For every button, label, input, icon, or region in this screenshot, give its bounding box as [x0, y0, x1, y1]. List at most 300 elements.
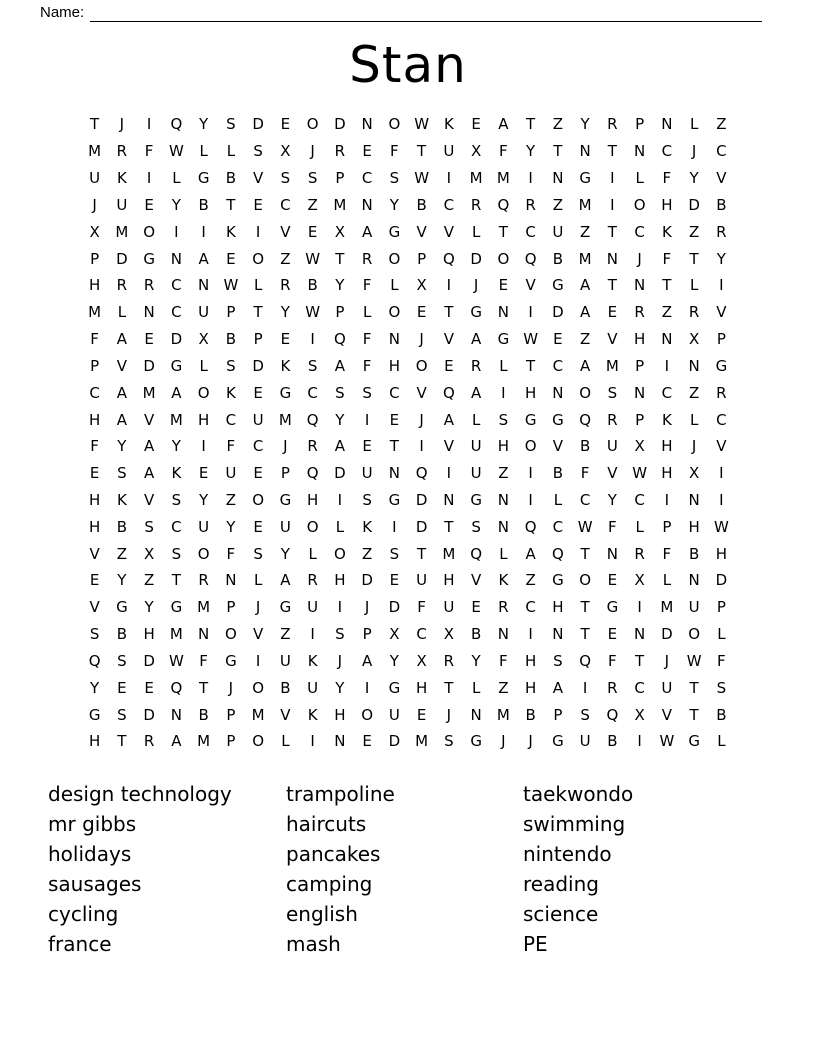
word-list-column-2: [286, 780, 395, 959]
grid-letter: E: [362, 142, 372, 161]
grid-letter: R: [607, 678, 618, 697]
grid-letter: I: [664, 491, 670, 509]
grid-letter: L: [717, 625, 726, 644]
grid-letter: C: [171, 303, 182, 322]
grid-letter: R: [198, 571, 209, 590]
grid-letter: T: [226, 195, 236, 214]
word-item: holidays: [48, 841, 132, 866]
grid-letter: K: [307, 705, 318, 724]
grid-letter: R: [688, 303, 700, 322]
grid-letter: S: [226, 115, 236, 134]
grid-letter: H: [688, 517, 700, 536]
grid-letter: O: [633, 195, 646, 214]
grid-letter: G: [279, 598, 292, 617]
grid-letter: C: [579, 491, 591, 509]
grid-letter: S: [716, 678, 727, 697]
grid-letter: V: [716, 437, 727, 456]
grid-letter: C: [416, 625, 427, 644]
grid-letter: E: [226, 249, 236, 268]
grid-letter: R: [634, 544, 645, 563]
word-item: science: [523, 901, 599, 926]
grid-letter: I: [419, 437, 424, 456]
grid-letter: A: [470, 383, 482, 402]
grid-letter: O: [579, 571, 592, 590]
grid-letter: I: [310, 625, 315, 644]
grid-letter: H: [661, 464, 673, 483]
word-item: taekwondo: [523, 782, 634, 806]
grid-letter: G: [497, 330, 510, 349]
grid-letter: K: [307, 651, 318, 670]
grid-letter: B: [116, 625, 128, 644]
grid-letter: G: [388, 678, 401, 697]
grid-letter: U: [416, 571, 428, 590]
grid-letter: G: [552, 276, 564, 295]
word-item: design technology: [48, 782, 232, 806]
grid-letter: V: [116, 356, 127, 375]
grid-letter: I: [201, 222, 206, 241]
grid-letter: N: [361, 115, 373, 134]
grid-letter: U: [579, 732, 591, 751]
grid-letter: E: [280, 115, 291, 134]
grid-letter: O: [224, 625, 237, 644]
grid-letter: F: [499, 142, 508, 161]
grid-letter: N: [198, 625, 210, 644]
grid-letter: H: [524, 678, 537, 697]
grid-letter: R: [307, 571, 318, 590]
grid-letter: H: [306, 491, 319, 509]
grid-letter: H: [88, 517, 101, 536]
grid-letter: C: [661, 383, 673, 402]
grid-letter: A: [171, 732, 182, 751]
grid-letter: F: [362, 276, 372, 295]
grid-letter: X: [688, 330, 700, 349]
grid-letter: Y: [716, 249, 726, 268]
grid-letter: N: [361, 195, 373, 214]
grid-letter: O: [415, 356, 428, 375]
grid-letter: T: [335, 249, 345, 268]
word-item: sausages: [48, 871, 142, 896]
grid-letter: V: [443, 330, 454, 349]
grid-letter: L: [362, 303, 372, 322]
grid-letter: B: [225, 169, 237, 188]
grid-letter: E: [144, 330, 154, 349]
grid-letter: X: [634, 437, 645, 456]
word-item: cycling: [48, 901, 119, 926]
grid-letter: S: [444, 732, 454, 751]
grid-letter: B: [225, 330, 237, 349]
grid-letter: S: [280, 169, 291, 188]
grid-letter: R: [116, 276, 128, 295]
grid-letter: I: [528, 464, 533, 483]
grid-letter: X: [416, 276, 427, 295]
grid-letter: S: [117, 705, 127, 724]
grid-letter: X: [443, 625, 455, 644]
grid-letter: K: [171, 464, 182, 483]
grid-letter: I: [664, 356, 670, 375]
grid-letter: R: [470, 195, 482, 214]
grid-letter: R: [498, 598, 509, 617]
grid-letter: F: [144, 142, 154, 161]
grid-letter: W: [577, 517, 593, 536]
grid-letter: D: [116, 249, 128, 268]
grid-letter: A: [470, 330, 482, 349]
grid-letter: W: [414, 115, 430, 134]
grid-letter: Q: [88, 651, 101, 670]
grid-letter: V: [252, 169, 264, 188]
grid-letter: W: [659, 732, 675, 751]
grid-letter: Z: [716, 115, 727, 134]
word-item: france: [48, 931, 112, 956]
grid-letter: S: [553, 651, 563, 670]
grid-letter: J: [310, 142, 315, 161]
grid-letter: M: [333, 195, 347, 214]
grid-letter: O: [388, 249, 401, 268]
grid-letter: R: [634, 303, 645, 322]
grid-letter: T: [444, 678, 454, 697]
grid-letter: L: [390, 276, 399, 295]
grid-letter: I: [255, 651, 261, 670]
grid-letter: I: [446, 169, 452, 188]
grid-letter: E: [253, 195, 263, 214]
grid-letter: V: [143, 491, 155, 509]
grid-letter: G: [579, 169, 591, 188]
grid-letter: N: [497, 491, 509, 509]
grid-letter: E: [471, 115, 481, 134]
grid-letter: I: [146, 115, 152, 134]
grid-letter: O: [252, 678, 265, 697]
word-item: nintendo: [523, 841, 612, 866]
grid-letter: K: [225, 383, 236, 402]
grid-letter: N: [143, 303, 155, 322]
grid-letter: R: [334, 142, 346, 161]
grid-letter: F: [662, 544, 672, 563]
grid-letter: P: [90, 356, 100, 375]
grid-letter: Z: [579, 330, 591, 349]
name-fill-line: [90, 4, 762, 22]
grid-letter: C: [389, 383, 400, 402]
grid-letter: C: [89, 383, 100, 402]
grid-letter: Y: [144, 598, 154, 617]
grid-letter: G: [143, 249, 155, 268]
grid-letter: T: [635, 651, 645, 670]
grid-letter: S: [253, 544, 263, 563]
grid-letter: H: [633, 330, 646, 349]
grid-letter: Y: [335, 678, 345, 697]
grid-letter: A: [443, 410, 454, 429]
grid-letter: J: [419, 410, 424, 429]
grid-letter: C: [443, 195, 455, 214]
grid-letter: Q: [497, 195, 510, 214]
grid-letter: S: [498, 410, 509, 429]
grid-letter: U: [443, 598, 455, 617]
grid-letter: Z: [307, 195, 318, 214]
grid-letter: V: [716, 169, 727, 188]
grid-letter: R: [716, 383, 727, 402]
grid-letter: A: [143, 464, 155, 483]
grid-letter: T: [607, 142, 617, 161]
grid-letter: V: [252, 625, 264, 644]
grid-letter: G: [388, 222, 401, 241]
grid-letter: L: [635, 169, 644, 188]
grid-letter: N: [579, 142, 591, 161]
grid-letter: B: [607, 732, 618, 751]
grid-letter: A: [198, 249, 209, 268]
grid-letter: Y: [226, 517, 236, 536]
grid-letter: P: [335, 303, 345, 322]
grid-letter: C: [225, 410, 237, 429]
grid-letter: Z: [116, 544, 128, 563]
grid-letter: C: [307, 383, 318, 402]
grid-letter: G: [688, 732, 700, 751]
grid-letter: C: [634, 678, 645, 697]
word-item: english: [286, 901, 358, 926]
grid-letter: P: [226, 598, 236, 617]
grid-letter: I: [337, 491, 343, 509]
grid-letter: U: [307, 598, 319, 617]
grid-letter: J: [283, 437, 288, 456]
grid-letter: B: [116, 517, 128, 536]
grid-letter: D: [252, 115, 264, 134]
grid-letter: L: [499, 544, 508, 563]
grid-letter: I: [310, 330, 315, 349]
grid-letter: Z: [225, 491, 237, 509]
grid-letter: Q: [306, 410, 319, 429]
grid-letter: K: [661, 410, 672, 429]
grid-letter: Q: [606, 705, 619, 724]
grid-letter: V: [552, 437, 563, 456]
grid-letter: F: [90, 330, 99, 349]
grid-letter: A: [280, 571, 291, 590]
grid-letter: U: [470, 437, 482, 456]
grid-letter: R: [143, 732, 155, 751]
grid-letter: S: [307, 356, 318, 375]
grid-letter: M: [88, 303, 102, 322]
grid-letter: Q: [524, 517, 537, 536]
grid-letter: E: [416, 303, 427, 322]
grid-letter: V: [143, 410, 155, 429]
grid-letter: F: [499, 651, 508, 670]
grid-letter: I: [528, 303, 533, 322]
grid-letter: Y: [580, 115, 590, 134]
grid-letter: H: [88, 276, 101, 295]
grid-letter: Y: [471, 651, 481, 670]
word-item: trampoline: [286, 782, 395, 806]
grid-letter: J: [446, 705, 452, 724]
grid-letter: K: [225, 222, 236, 241]
grid-letter: L: [553, 491, 563, 509]
grid-letter: I: [528, 169, 533, 188]
grid-letter: T: [526, 115, 536, 134]
word-item: pancakes: [286, 841, 381, 866]
grid-letter: R: [525, 195, 536, 214]
grid-letter: W: [632, 464, 648, 483]
grid-letter: D: [388, 598, 401, 617]
grid-letter: Z: [280, 249, 291, 268]
grid-letter: W: [305, 303, 321, 322]
grid-letter: C: [171, 517, 182, 536]
grid-letter: F: [662, 249, 672, 268]
grid-letter: S: [335, 383, 345, 402]
grid-letter: F: [199, 651, 208, 670]
grid-letter: D: [415, 517, 428, 536]
grid-letter: T: [417, 142, 427, 161]
word-item: swimming: [523, 811, 626, 836]
grid-letter: T: [444, 517, 454, 536]
grid-letter: R: [443, 651, 455, 670]
grid-letter: S: [362, 491, 372, 509]
grid-letter: Y: [90, 678, 100, 697]
grid-letter: G: [116, 598, 128, 617]
grid-letter: M: [169, 625, 183, 644]
grid-letter: R: [307, 437, 318, 456]
grid-letter: J: [501, 732, 506, 751]
grid-letter: Q: [306, 464, 319, 483]
grid-letter: R: [280, 276, 291, 295]
grid-letter: W: [223, 276, 239, 295]
grid-letter: F: [90, 437, 99, 456]
grid-letter: E: [253, 464, 263, 483]
grid-letter: Z: [143, 571, 155, 590]
grid-letter: R: [116, 142, 128, 161]
grid-letter: G: [279, 491, 292, 509]
grid-letter: N: [688, 356, 700, 375]
grid-letter: U: [198, 517, 210, 536]
grid-letter: H: [661, 437, 673, 456]
grid-letter: Y: [526, 142, 536, 161]
grid-letter: A: [116, 410, 127, 429]
grid-letter: A: [579, 276, 591, 295]
grid-letter: I: [528, 491, 533, 509]
grid-letter: G: [470, 303, 482, 322]
grid-letter: D: [143, 705, 155, 724]
grid-letter: N: [497, 303, 509, 322]
grid-letter: T: [580, 598, 590, 617]
grid-letter: J: [92, 195, 97, 214]
grid-letter: H: [388, 356, 401, 375]
word-list-column-3: [523, 780, 633, 959]
grid-letter: Q: [170, 115, 183, 134]
grid-letter: C: [525, 222, 536, 241]
grid-letter: Z: [498, 678, 509, 697]
grid-letter: S: [117, 464, 127, 483]
grid-letter: A: [171, 383, 182, 402]
grid-letter: M: [278, 410, 292, 429]
grid-letter: B: [198, 705, 209, 724]
grid-letter: Y: [171, 195, 181, 214]
word-search-grid: [81, 111, 735, 755]
grid-letter: P: [635, 410, 645, 429]
grid-letter: S: [226, 356, 236, 375]
grid-letter: I: [392, 517, 397, 536]
grid-letter: T: [253, 303, 263, 322]
grid-letter: L: [335, 517, 345, 536]
grid-letter: I: [528, 625, 533, 644]
grid-letter: D: [252, 356, 264, 375]
grid-letter: Z: [688, 383, 700, 402]
grid-letter: E: [117, 678, 127, 697]
grid-letter: I: [364, 410, 370, 429]
grid-letter: F: [717, 651, 726, 670]
grid-letter: V: [280, 705, 291, 724]
grid-letter: T: [580, 544, 590, 563]
grid-letter: N: [661, 330, 673, 349]
grid-letter: Q: [442, 249, 455, 268]
grid-letter: E: [553, 330, 563, 349]
grid-letter: W: [713, 517, 729, 536]
grid-letter: M: [251, 705, 265, 724]
grid-letter: F: [226, 437, 236, 456]
grid-letter: J: [473, 276, 479, 295]
grid-letter: S: [607, 383, 618, 402]
grid-letter: I: [719, 464, 724, 483]
grid-letter: N: [388, 464, 400, 483]
grid-letter: P: [553, 705, 563, 724]
grid-letter: E: [198, 464, 209, 483]
grid-letter: H: [443, 571, 455, 590]
grid-letter: C: [252, 437, 264, 456]
grid-letter: L: [199, 142, 208, 161]
grid-letter: D: [661, 625, 673, 644]
grid-letter: D: [143, 356, 155, 375]
grid-letter: D: [688, 195, 700, 214]
word-item: mr gibbs: [48, 811, 137, 836]
grid-letter: E: [607, 303, 618, 322]
grid-letter: R: [143, 276, 155, 295]
grid-letter: A: [334, 356, 345, 375]
grid-letter: I: [310, 732, 315, 751]
grid-letter: L: [471, 222, 481, 241]
grid-letter: T: [662, 276, 672, 295]
grid-letter: N: [661, 115, 673, 134]
grid-letter: G: [552, 571, 564, 590]
grid-letter: J: [528, 732, 533, 751]
grid-letter: S: [89, 625, 100, 644]
grid-letter: H: [143, 625, 155, 644]
grid-letter: X: [389, 625, 400, 644]
grid-letter: M: [169, 410, 183, 429]
grid-letter: V: [607, 330, 618, 349]
grid-letter: U: [279, 651, 291, 670]
grid-letter: L: [471, 678, 481, 697]
grid-letter: U: [661, 678, 673, 697]
grid-letter: M: [660, 598, 674, 617]
grid-letter: T: [580, 625, 590, 644]
grid-letter: C: [634, 491, 645, 509]
grid-letter: N: [170, 705, 182, 724]
grid-letter: Y: [689, 169, 699, 188]
grid-letter: H: [497, 437, 510, 456]
grid-letter: N: [606, 544, 618, 563]
grid-letter: J: [637, 249, 642, 268]
grid-letter: L: [308, 544, 317, 563]
grid-letter: V: [470, 571, 482, 590]
grid-letter: D: [143, 651, 155, 670]
grid-letter: Z: [280, 625, 291, 644]
grid-letter: N: [225, 571, 237, 590]
grid-letter: D: [470, 249, 482, 268]
grid-letter: E: [607, 571, 618, 590]
grid-letter: Z: [552, 115, 564, 134]
grid-letter: L: [662, 571, 672, 590]
grid-letter: K: [498, 571, 509, 590]
word-item: mash: [286, 931, 341, 956]
grid-letter: P: [280, 464, 290, 483]
grid-letter: F: [608, 651, 617, 670]
grid-letter: G: [524, 410, 537, 429]
grid-letter: M: [469, 169, 483, 188]
grid-letter: T: [689, 249, 699, 268]
grid-letter: H: [88, 491, 101, 509]
